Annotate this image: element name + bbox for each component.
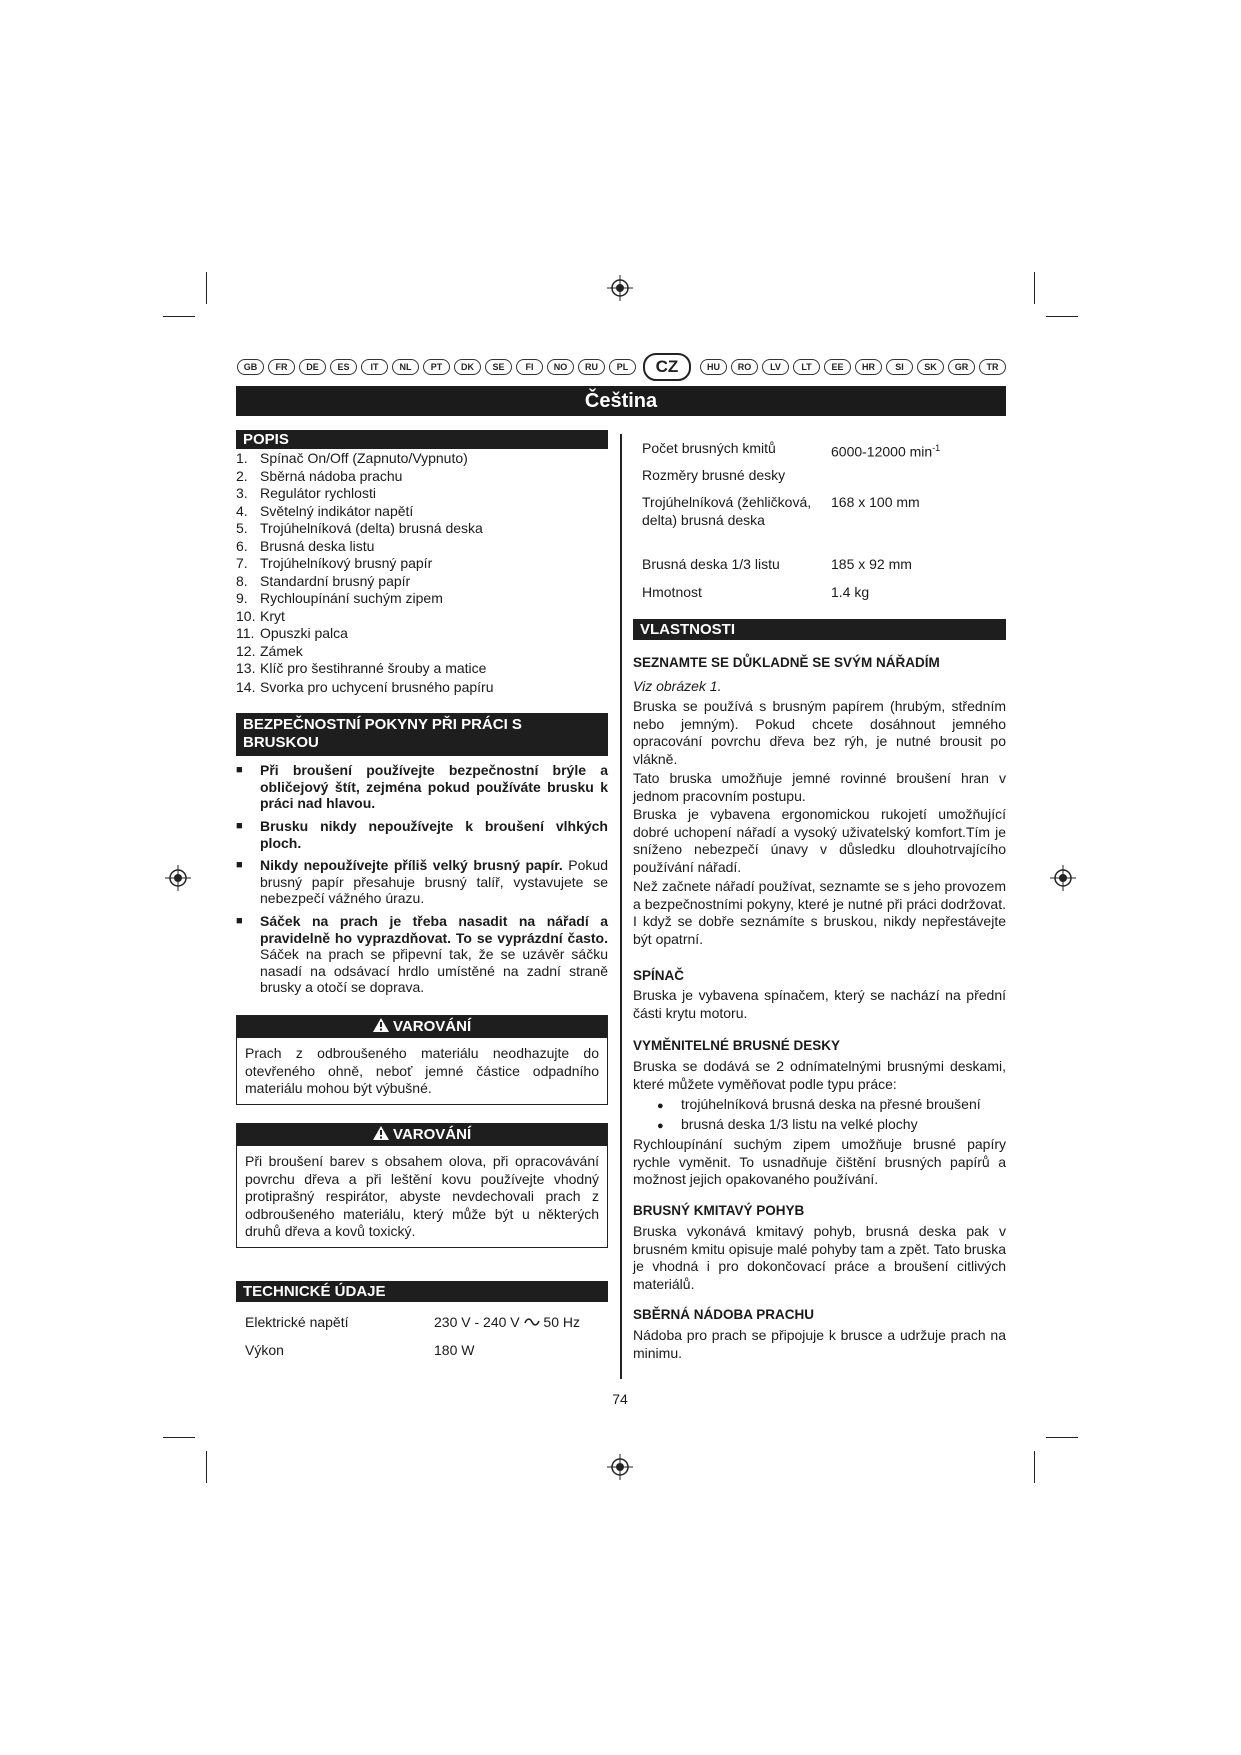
parts-list [236,450,606,696]
language-tab[interactable]: IT [361,359,388,375]
language-tab[interactable]: NL [392,359,419,375]
page-number: 74 [612,1391,628,1407]
language-tab[interactable]: LT [793,359,820,375]
language-tab[interactable]: LV [762,359,789,375]
list-item: 10. Kryt [236,607,285,624]
spec-value: 6000-12000 $\min^{-1}$ [831,443,941,460]
spec-label: Elektrické napětí [245,1314,349,1330]
paragraph: Rychloupínání suchým zipem umožňuje brusné papíry rychle vyměnit. To usnadňuje čištění brusných papírů a možnost jejich opakovaného používání. [633,1136,1006,1187]
list-item: 2. Sběrná nádoba prachu [236,467,403,484]
subheading-switch: SPÍNAČ [633,968,685,983]
language-tab[interactable]: GR [948,359,975,375]
list-item: 4. Světelný indikátor napětí [236,502,414,519]
paragraph: Bruska se dodává se 2 odnímatelnými brusnými deskami, které můžete vyměňovat podle typu práce: [633,1058,1006,1092]
warning-box: VAROVÁNÍ Prach z odbroušeného materiálu neodhazujte do otevřeného ohně, neboť jemné částice odpadního materiálu mohou být výbušné. [236,1015,608,1105]
warning-box: VAROVÁNÍ Při broušení barev s obsahem olova, při opracovávání povrchu dřeva a při leštění kovu používejte vhodný protiprašný respirátor, abyste nevdechovali prach z odbroušeného materiálu, který může být u některých druhů dřeva a kovů toxický. [236,1123,608,1248]
list-item: ● trojúhelníková brusná deska na přesné broušení [657,1096,981,1112]
paragraph: Tato bruska umožňuje jemné rovinné broušení hran v jednom pracovním postupu. [633,770,1006,804]
crop-mark [206,272,207,304]
spec-label: Brusná deska 1/3 listu [642,556,780,572]
language-tab[interactable]: RO [731,359,758,375]
language-tab[interactable]: DK [454,359,481,375]
section-heading-popis: POPIS [236,430,608,449]
list-item: ● brusná deska 1/3 listu na velké plochy [657,1116,918,1132]
registration-mark-icon [607,275,633,301]
language-tab[interactable]: EE [824,359,851,375]
list-item: 6. Brusná deska listu [236,537,375,554]
paragraph: Bruska je vybavena ergonomickou rukojetí umožňující dobré uchopení nářadí a vysoký uživatelský komfort.Tím je sníženo nebezpečí únavy v důsledku dlouhotrvajícího používání nářadí. [633,806,1006,875]
language-tab[interactable]: SI [886,359,913,375]
list-item: 1. Spínač On/Off (Zapnuto/Vypnuto) [236,450,468,466]
safety-item: ■ Nikdy nepoužívejte příliš velký brusný papír. Pokud brusný papír přesahuje brusný talíř, vystavujete se nebezpečí vážného úrazu. [236,857,609,906]
list-item: 7. Trojúhelníkový brusný papír [236,555,433,571]
crop-mark [1046,316,1078,317]
list-item: 14. Svorka pro uchycení brusného papíru [236,678,494,695]
paragraph: Nádoba pro prach se připojuje k brusce a udržuje prach na minimu. [633,1327,1006,1361]
list-item: 9. Rychloupínání suchým zipem [236,590,443,606]
language-tab[interactable]: DE [299,359,326,375]
warning-triangle-icon [373,1126,389,1140]
language-tab[interactable]: HR [855,359,882,375]
warning-triangle-icon [373,1018,389,1032]
spec-label: Hmotnost [642,584,702,600]
spec-value: 1.4 kg [831,584,870,600]
spec-label: Počet brusných kmitů [642,440,776,456]
spec-value: 168 x 100 mm [831,494,920,510]
list-item: 8. Standardní brusný papír [236,572,411,589]
language-tab[interactable]: HU [700,359,727,375]
language-tab[interactable]: PT [423,359,450,375]
language-tab[interactable]: TR [979,359,1006,375]
registration-mark-icon [607,1454,633,1480]
paragraph: Bruska se používá s brusným papírem (hrubým, středním nebo jemným). Pokud chcete dosáhnout jemného opracování povrchu dřeva bez rýh, je nutné brousit po vlákně. [633,698,1006,767]
crop-mark [1034,1451,1035,1483]
language-tab[interactable]: PL [609,359,636,375]
list-item: 3. Regulátor rychlosti [236,485,376,501]
ac-symbol-icon [524,1317,540,1327]
spec-value: 185 x 92 mm [831,556,912,572]
figure-reference: Viz obrázek 1. [633,678,722,694]
spec-value: 230 V - 240 V 50 Hz [434,1314,580,1330]
language-tab[interactable]: SK [917,359,944,375]
crop-mark [1046,1437,1078,1438]
language-tab-active[interactable]: CZ [643,353,691,381]
language-tab[interactable]: SE [485,359,512,375]
section-heading-safety: BEZPEČNOSTNÍ POKYNY PŘI PRÁCI S BRUSKOU [236,713,608,756]
list-item: 13. Klíč pro šestihranné šrouby a matice [236,660,487,676]
language-tab[interactable]: GB [237,359,264,375]
paragraph: Než začnete nářadí používat, seznamte se s jeho provozem a bezpečnostními pokyny, které je nutné při práci dodržovat. I když se dobře seznámíte s bruskou, nikdy nepřestávejte být opatrní. [633,878,1006,947]
subheading-pads: VYMĚNITELNÉ BRUSNÉ DESKY [633,1038,841,1053]
list-item: 11. Opuszki palca [236,625,348,641]
column-divider [620,434,622,1379]
list-item: 5. Trojúhelníková (delta) brusná deska [236,520,483,536]
spec-value: 180 W [434,1342,475,1358]
language-tab[interactable]: ES [330,359,357,375]
safety-item: ■ Sáček na prach je třeba nasadit na nářadí a pravidelně ho vyprazdňovat. To se vyprázdní často. Sáček na prach se připevní tak, že se uzávěr sáčku nasadí na odsávací hrdlo umístěné na zadní straně brusky a otočí se doprava. [236,913,608,995]
paragraph: Bruska vykonává kmitavý pohyb, brusná deska pak v brusném kmitu opisuje malé pohyby tam a zpět. Tato bruska je vhodná i pro dokončovací práce a broušení citlivých materiálů. [633,1223,1006,1292]
crop-mark [206,1451,207,1483]
registration-mark-icon [165,865,191,891]
spec-label: Rozměry brusné desky [642,467,786,483]
safety-item: ■ Brusku nikdy nepoužívejte k broušení vlhkých ploch. [236,818,608,851]
subheading-know-tool: SEZNAMTE SE DŮKLADNĚ SE SVÝM NÁŘADÍM [633,655,940,670]
section-heading-tech: TECHNICKÉ ÚDAJE [236,1281,608,1302]
crop-mark [1034,272,1035,304]
language-selector [237,356,1007,378]
subheading-orbit: BRUSNÝ KMITAVÝ POHYB [633,1203,805,1218]
list-item: 12. Zámek [236,642,303,659]
page-title: Čeština [236,386,1006,416]
crop-mark [163,1437,195,1438]
language-tab[interactable]: NO [547,359,574,375]
spec-label: Trojúhelníková (žehličková, delta) brusná deska [642,494,812,528]
safety-item: ■ Při broušení používejte bezpečnostní brýle a obličejový štít, zejména pokud používáte brusku k práci nad hlavou. [236,762,608,811]
crop-mark [163,316,195,317]
subheading-dust: SBĚRNÁ NÁDOBA PRACHU [633,1307,815,1322]
section-heading-features: VLASTNOSTI [633,619,1006,640]
language-tab[interactable]: FR [268,359,295,375]
spec-label: Výkon [245,1342,284,1358]
language-tab[interactable]: FI [516,359,543,375]
language-tab[interactable]: RU [578,359,605,375]
registration-mark-icon [1050,865,1076,891]
paragraph: Bruska je vybavena spínačem, který se nachází na přední části krytu motoru. [633,987,1006,1021]
